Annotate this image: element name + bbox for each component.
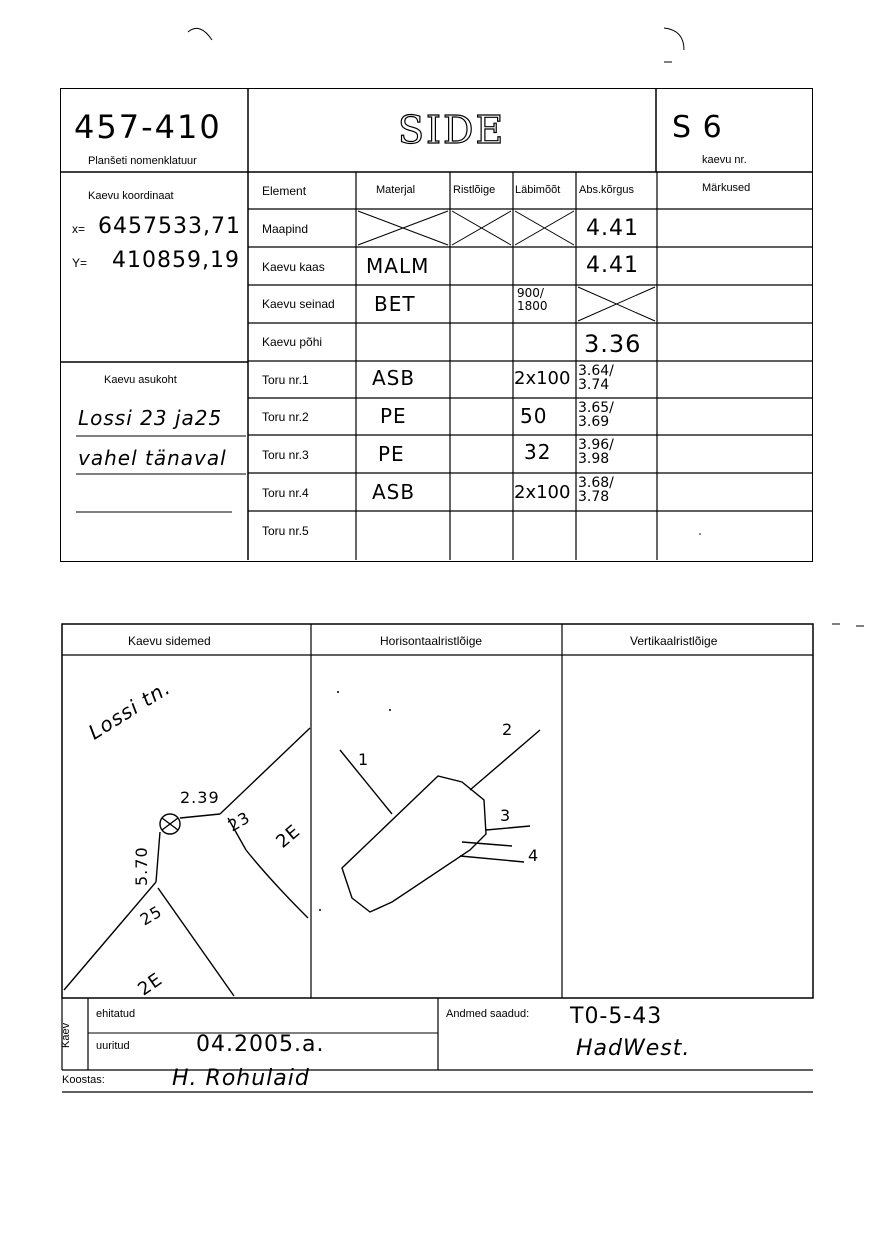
x-prefix: x= [72,222,86,236]
andmed-label: Andmed saadud: [446,1008,530,1020]
row-element: Maapind [262,222,309,236]
row-element: Toru nr.2 [262,410,309,424]
cell-labimoot: 32 [524,440,552,464]
pipe-4-label: 4 [528,846,540,865]
row-element: Toru nr.4 [262,486,309,500]
col-header-markused: Märkused [702,182,751,194]
x-coordinate: 6457533,71 [98,214,241,239]
cell-labimoot: 50 [520,404,548,428]
uuritud-value: 04.2005.a. [196,1032,325,1057]
kaevu-nr-label: kaevu nr. [702,154,747,166]
col-header-abs: Abs.kõrgus [579,184,635,196]
cell-materjal: PE [380,404,407,428]
cell-labimoot: 2x100 [514,482,571,503]
cell-abs: 3.68/ 3.78 [578,475,614,505]
y-prefix: Y= [72,256,88,270]
nomenklatuur-value: 457-410 [74,108,222,146]
row-element: Kaevu seinad [262,297,335,311]
distance-top: 2.39 [180,788,220,807]
col-header-element: Element [262,184,307,198]
col-header-ristloige: Ristlõige [453,184,496,196]
row-element: Toru nr.1 [262,373,309,387]
row-element: Toru nr.5 [262,524,309,538]
sidemed-header: Kaevu sidemed [128,634,211,648]
cell-abs: 3.65/ 3.69 [578,400,614,430]
cell-abs: 4.41 [586,216,639,241]
label-2e-upper: 2E [272,820,305,853]
pipe-3-label: 3 [500,806,512,825]
kaevu-nr-value: S 6 [672,110,723,145]
kaev-label: Kaev [60,1022,72,1048]
asukoht-line2: vahel tänaval [78,446,227,470]
cell-abs: 4.41 [586,253,639,278]
andmed-sign: HadWest. [576,1036,691,1061]
cell-abs: 3.96/ 3.98 [578,437,614,467]
asukoht-label: Kaevu asukoht [104,374,177,386]
ehitatud-label: ehitatud [96,1008,136,1020]
cell-materjal: ASB [372,366,416,390]
street-label: Lossi tn. [84,675,175,745]
row-element: Kaevu kaas [262,260,325,274]
cell-labimoot: 900/ 1800 [517,286,548,313]
row-element: Kaevu põhi [262,335,323,349]
distance-left: 5.70 [132,846,151,886]
koordinaat-label: Kaevu koordinaat [88,190,174,202]
col-header-materjal: Materjal [376,184,416,196]
pipe-2-label: 2 [502,720,514,739]
cell-materjal: BET [374,292,416,316]
koostas-value: H. Rohulaid [172,1066,310,1091]
cell-materjal: MALM [366,254,430,278]
house-25: 25 [136,901,166,930]
cell-abs: 3.36 [584,330,642,358]
y-coordinate: 410859,19 [112,248,240,273]
asukoht-line1: Lossi 23 ja25 [78,406,223,430]
row-element: Toru nr.3 [262,448,309,462]
koostas-label: Koostas: [62,1074,105,1086]
col-header-labimoot: Läbimõõt [515,184,561,196]
cell-materjal: ASB [372,480,416,504]
cell-abs: 3.64/ 3.74 [578,363,614,393]
uuritud-label: uuritud [96,1040,130,1052]
house-23: 23 [224,807,254,836]
pipe-1-label: 1 [358,750,370,769]
page-title: SIDE [398,108,506,152]
horisontaal-header: Horisontaalristlõige [380,634,483,648]
label-2e-lower: 2E [134,968,167,1001]
cell-labimoot: 2x100 [514,368,571,389]
kaevu-sidemed-sketch [64,728,310,996]
cell-materjal: PE [378,442,405,466]
andmed-value: T0-5-43 [570,1004,663,1029]
vertikaal-header: Vertikaalristlõige [630,634,718,648]
nomenklatuur-label: Planšeti nomenklatuur [88,155,197,167]
